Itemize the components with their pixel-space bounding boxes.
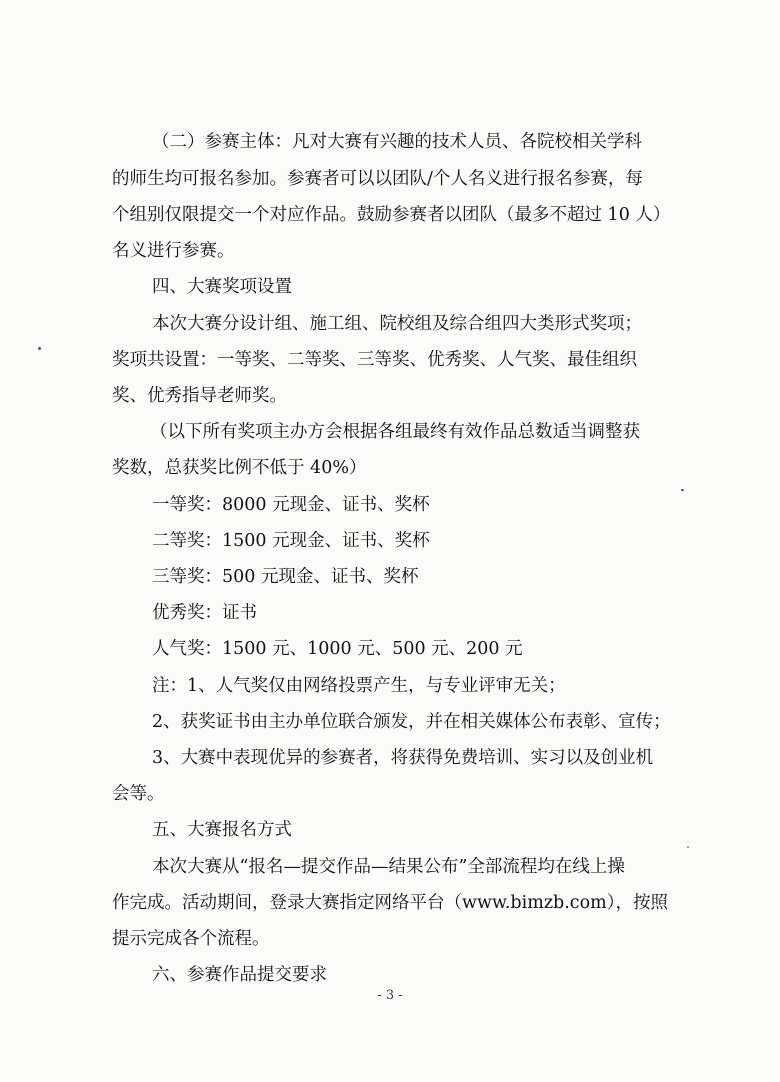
prize-line: 二等奖：1500 元现金、证书、奖杯 [152, 531, 430, 551]
note-line: 注：1、人气奖仅由网络投票产生，与专业评审无关； [152, 676, 566, 696]
note-line: 会等。 [112, 784, 165, 804]
scan-speck [687, 846, 689, 848]
page-number: - 3 - [377, 988, 403, 1003]
paragraph-line: 奖数，总获奖比例不低于 40%） [112, 458, 367, 478]
note-line: 2、获奖证书由主办单位联合颁发，并在相关媒体公布表彰、宣传； [152, 712, 671, 732]
note-line: 3、大赛中表现优异的参赛者，将获得免费培训、实习以及创业机 [152, 748, 654, 768]
paragraph-line: 奖、优秀指导老师奖。 [112, 386, 287, 406]
scan-speck [681, 489, 684, 491]
paragraph-line: 提示完成各个流程。 [112, 929, 270, 949]
paragraph-line: 作完成。活动期间，登录大赛指定网络平台（www.bimzb.com），按照 [112, 893, 668, 913]
paragraph-line: （以下所有奖项主办方会根据各组最终有效作品总数适当调整获 [150, 422, 640, 442]
paragraph-line: 个组别仅限提交一个对应作品。鼓励参赛者以团队（最多不超过 10 人） [112, 205, 671, 225]
section-heading: 四、大赛奖项设置 [152, 277, 292, 297]
prize-line: 优秀奖：证书 [152, 603, 257, 623]
paragraph-line: 本次大赛分设计组、施工组、院校组及综合组四大类形式奖项； [152, 314, 642, 334]
prize-line: 人气奖：1500 元、1000 元、500 元、200 元 [152, 639, 523, 659]
paragraph-line: 名义进行参赛。 [112, 241, 235, 261]
prize-line: 一等奖：8000 元现金、证书、奖杯 [152, 495, 430, 515]
section-heading: 六、参赛作品提交要求 [152, 965, 327, 985]
paragraph-line: 奖项共设置：一等奖、二等奖、三等奖、优秀奖、人气奖、最佳组织 [112, 350, 637, 370]
scan-speck [38, 347, 41, 350]
paragraph-line: 本次大赛从“报名—提交作品—结果公布”全部流程均在线上操 [152, 857, 625, 877]
paragraph-line: 的师生均可报名参加。参赛者可以以团队/个人名义进行报名参赛，每 [112, 169, 643, 189]
paragraph-line: （二）参赛主体：凡对大赛有兴趣的技术人员、各院校相关学科 [152, 132, 642, 152]
prize-line: 三等奖：500 元现金、证书、奖杯 [152, 567, 419, 587]
section-heading: 五、大赛报名方式 [152, 820, 292, 840]
